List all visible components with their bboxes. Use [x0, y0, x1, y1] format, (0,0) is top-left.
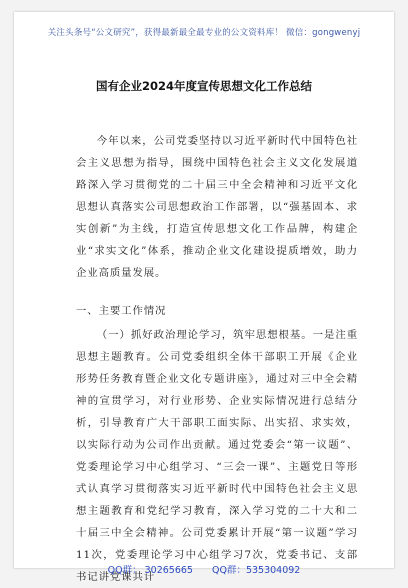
section-paragraph-text: （一）抓好政治理论学习，筑牢思想根基。一是注重思想主题教育。公司党委组织全体干部职工开展《企业形势任务教育暨企业文化专题讲座》，通过对三中全会精神的宣贯学习，对行业形势、企业实际情况进行总结分析，引导教育广大干部职工面实际、出实招、求实效，以实际行动为公司作出贡献。通过党委会“第一议题”、党委理论学习中心组学习、“三会一课”、主题党日等形式认真学习贯彻落实习近平新时代中国特色社会主义思想主题教育和党纪学习教育，深入学习党的二十大和二十届三中全会精神。公司党委累计开展“第一议题”学习11次，党委理论学习中心组学习7次，党委书记、支部书记讲党课共计: [76, 324, 358, 588]
intro-paragraph-text: 今年以来，公司党委坚持以习近平新时代中国特色社会主义思想为指导，围绕中国特色社会主义文化发展道路深入学习贯彻党的二十届三中全会精神和习近平文化思想认真落实公司思想政治工作部署，以“强基固本、求实创新”为主线，打造宣传思想文化工作品牌，构建企业“求实文化”体系，推动企业文化建设提质增效，助力企业高质量发展。: [76, 130, 358, 284]
header-banner: 关注头条号“公文研究”，获得最新最全最专业的公文资料库！ 微信：gongwenyj: [14, 26, 394, 38]
footer-qq: [0, 562, 408, 576]
footer-qq-group-2: QQ群：535304092: [212, 565, 300, 576]
document-page: [14, 12, 394, 568]
section-heading: 一、主要工作情况: [76, 302, 166, 317]
footer-qq-group-1: QQ群： 30265665: [108, 565, 193, 576]
document-title: 国有企业2024年度宣传思想文化工作总结: [14, 78, 394, 94]
section-paragraph: [76, 324, 358, 588]
intro-paragraph: [76, 130, 358, 284]
